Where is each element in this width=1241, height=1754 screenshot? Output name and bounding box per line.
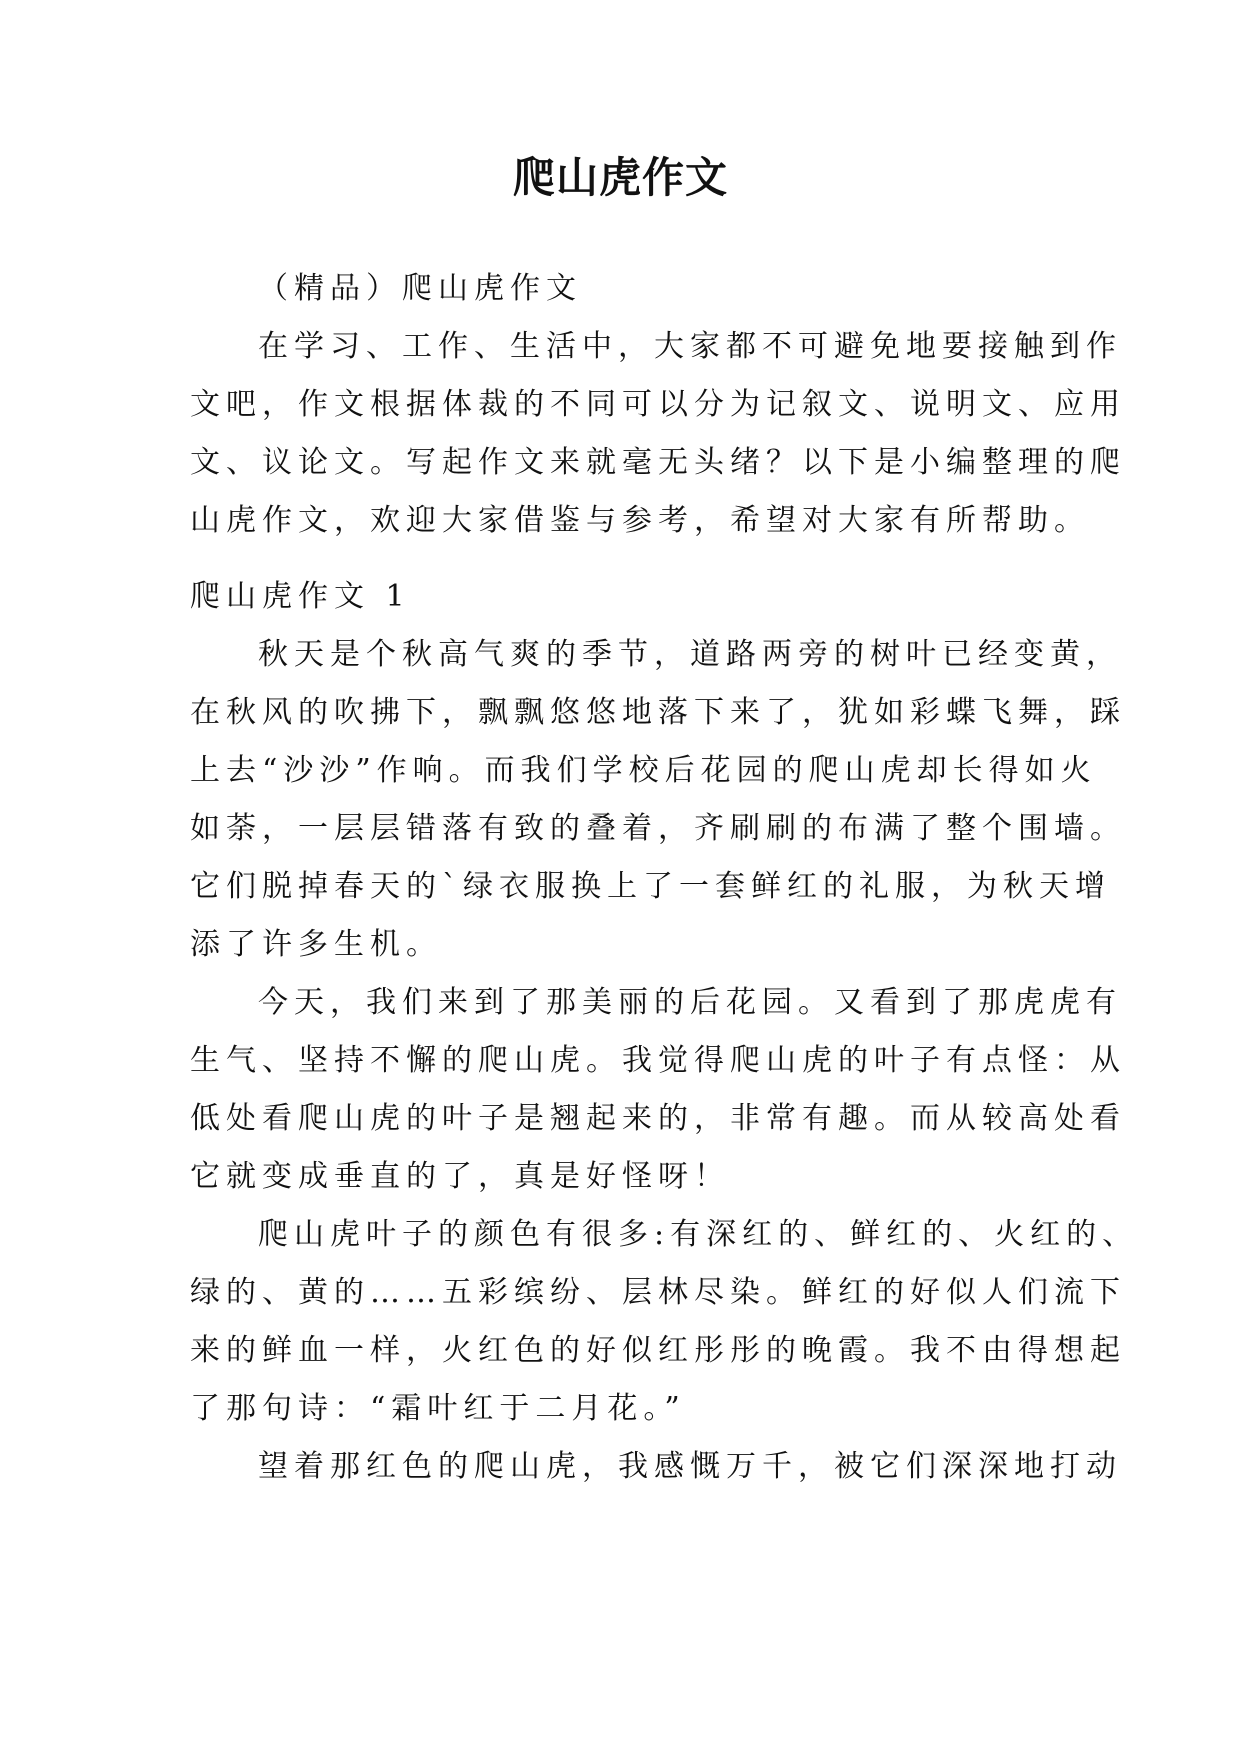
body-line: 上去“沙沙”作响。而我们学校后花园的爬山虎却长得如火 [190,753,1097,788]
intro-line: 山虎作文，欢迎大家借鉴与参考，希望对大家有所帮助。 [190,503,1090,538]
body-line: 如荼，一层层错落有致的叠着，齐刷刷的布满了整个围墙。 [190,811,1126,846]
body-line: 爬山虎叶子的颜色有很多:有深红的、鲜红的、火红的、 [258,1217,1139,1252]
body-line: 绿的、黄的……五彩缤纷、层林尽染。鲜红的好似人们流下 [190,1275,1126,1310]
body-line: 望着那红色的爬山虎，我感慨万千，被它们深深地打动 [258,1449,1122,1484]
section-heading: 爬山虎作文 1 [190,579,411,614]
intro-subtitle: （精品）爬山虎作文 [258,271,582,306]
body-line: 了那句诗：“霜叶红于二月花。” [190,1391,686,1426]
body-line: 秋天是个秋高气爽的季节，道路两旁的树叶已经变黄， [258,637,1122,672]
intro-line: 文吧，作文根据体裁的不同可以分为记叙文、说明文、应用 [190,387,1126,422]
body-line: 在秋风的吹拂下，飘飘悠悠地落下来了，犹如彩蝶飞舞，踩 [190,695,1126,730]
section-1 [190,568,1139,1496]
body-line: 添了许多生机。 [190,927,442,962]
body-line: 生气、坚持不懈的爬山虎。我觉得爬山虎的叶子有点怪：从 [190,1043,1126,1078]
intro-line: 文、议论文。写起作文来就毫无头绪？以下是小编整理的爬 [190,445,1126,480]
body-line: 它就变成垂直的了，真是好怪呀！ [190,1159,730,1194]
intro-block [190,260,1126,550]
body-line: 来的鲜血一样，火红色的好似红彤彤的晚霞。我不由得想起 [190,1333,1126,1368]
body-line: 它们脱掉春天的`绿衣服换上了一套鲜红的礼服，为秋天增 [190,869,1111,904]
document-title: 爬山虎作文 [512,153,728,202]
intro-line: 在学习、工作、生活中，大家都不可避免地要接触到作 [258,329,1122,364]
body-line: 低处看爬山虎的叶子是翘起来的，非常有趣。而从较高处看 [190,1101,1126,1136]
body-line: 今天，我们来到了那美丽的后花园。又看到了那虎虎有 [258,985,1122,1020]
